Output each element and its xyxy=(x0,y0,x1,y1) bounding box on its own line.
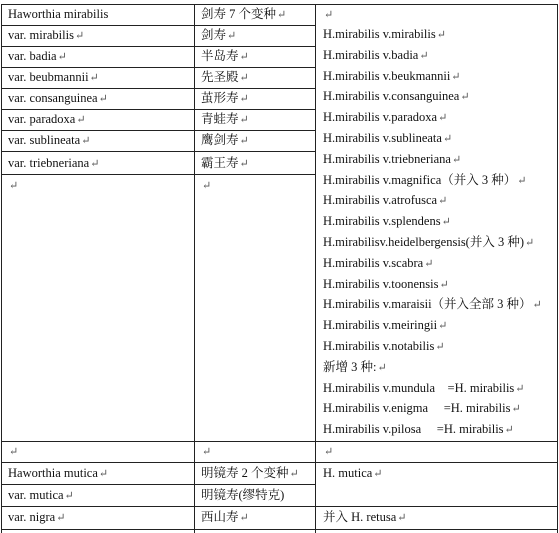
top-row-4-col1: var. beubmannii↵ xyxy=(8,70,99,84)
synonym-list xyxy=(323,24,542,440)
top-row-6-col1: var. paradoxa↵ xyxy=(8,112,86,126)
bottom-row-3-col3: 并入 H. retusa↵ xyxy=(323,510,407,524)
synonym-item: H.mirabilis v.notabilis↵ xyxy=(323,338,445,353)
synonym-item: H.mirabilis v.toonensis↵ xyxy=(323,276,449,291)
empty-cell-marker: ↵ xyxy=(9,180,19,192)
synonym-item: H.mirabilis v.beukmannii↵ xyxy=(323,68,461,83)
top-row-4-col2: 先圣殿↵ xyxy=(201,70,249,84)
table-border-left xyxy=(1,4,2,533)
top-row-3-col2: 半岛寿↵ xyxy=(201,49,249,63)
synonym-item: H.mirabilis v.sublineata↵ xyxy=(323,130,453,145)
synonym-item: H.mirabilis v.consanguinea↵ xyxy=(323,89,470,104)
synonym-item: H.mirabilis v.scabra↵ xyxy=(323,255,434,270)
top-row-5-col2: 茧形寿↵ xyxy=(201,91,249,105)
synonym-item: H.mirabilis v.enigma =H. mirabilis↵ xyxy=(323,401,521,416)
bottom-row-1-col3: H. mutica↵ xyxy=(323,466,383,480)
top-row-2-col1: var. mirabilis↵ xyxy=(8,28,85,42)
bottom-row-2-col2: 明镜寿(缪特克) xyxy=(201,488,285,502)
synonym-item: H.mirabilis v.mirabilis↵ xyxy=(323,27,446,41)
top-row-5-col1: var. consanguinea↵ xyxy=(8,91,108,105)
top-row-1-col1: Haworthia mirabilis xyxy=(8,7,109,21)
table-divider-col2 xyxy=(315,4,316,533)
synonym-item: H.mirabilis v.mundula =H. mirabilis↵ xyxy=(323,380,525,395)
top-row-8-col1: var. triebneriana↵ xyxy=(8,156,100,170)
bottom-row-1-col1: Haworthia mutica↵ xyxy=(8,466,109,480)
top-row-7-col1: var. sublineata↵ xyxy=(8,133,91,147)
top-row-1-col2: 剑寿 7 个变种↵ xyxy=(201,7,287,21)
empty-cell-marker: ↵ xyxy=(202,180,212,192)
bottom-row-1-col2: 明镜寿 2 个变种↵ xyxy=(201,466,299,480)
synonym-item: H.mirabilis v.pilosa =H. mirabilis↵ xyxy=(323,422,514,437)
synonym-item: H.mirabilis v.atrofusca↵ xyxy=(323,193,448,208)
row-line xyxy=(1,151,315,152)
top-row-1-col3: ↵ xyxy=(324,9,334,21)
row-line xyxy=(1,174,315,175)
row-line xyxy=(1,529,558,530)
table-divider-col1 xyxy=(194,4,195,533)
top-row-2-col2: 剑寿↵ xyxy=(201,28,237,42)
row-line xyxy=(1,506,558,507)
synonym-item: H.mirabilis v.meiringii↵ xyxy=(323,318,448,333)
top-row-7-col2: 鹰剑寿↵ xyxy=(201,133,249,147)
empty-cell-marker: ↵ xyxy=(202,446,212,458)
bottom-row-3-col1: var. nigra↵ xyxy=(8,510,66,524)
synonym-item: H.mirabilis v.paradoxa↵ xyxy=(323,110,448,125)
synonym-item: H.mirabilis v.splendens↵ xyxy=(323,214,451,229)
top-row-6-col2: 青蛙寿↵ xyxy=(201,112,249,126)
top-row-3-col1: var. badia↵ xyxy=(8,49,67,63)
synonym-item: H.mirabilis v.triebneriana↵ xyxy=(323,151,462,166)
empty-cell-marker: ↵ xyxy=(9,446,19,458)
synonym-item: H.mirabilis v.magnifica（并入 3 种）↵ xyxy=(323,172,527,187)
empty-cell-marker: ↵ xyxy=(324,446,334,458)
synonym-item: 新增 3 种:↵ xyxy=(323,359,387,374)
row-line xyxy=(1,441,558,442)
table-border-right xyxy=(557,4,558,533)
synonym-item: H.mirabilisv.heidelbergensis(并入 3 种)↵ xyxy=(323,234,535,249)
synonym-item: H.mirabilis v.badia↵ xyxy=(323,47,429,62)
synonym-item: H.mirabilis v.maraisii（并入全部 3 种）↵ xyxy=(323,297,542,312)
bottom-row-3-col2: 西山寿↵ xyxy=(201,510,249,524)
top-row-8-col2: 霸王寿↵ xyxy=(201,156,249,170)
bottom-row-2-col1: var. mutica↵ xyxy=(8,488,74,502)
